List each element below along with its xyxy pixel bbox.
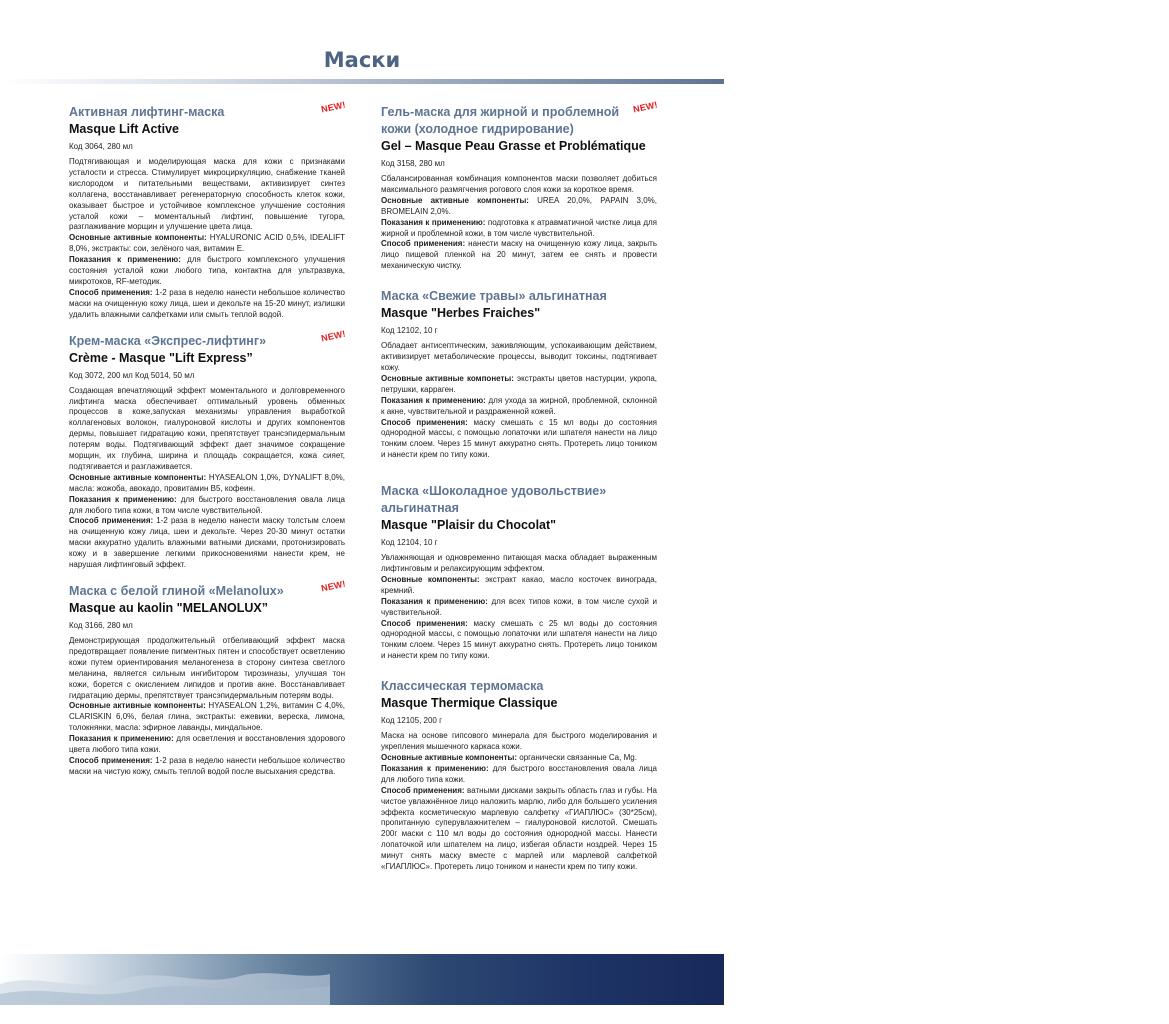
wave-decoration (0, 954, 330, 1005)
product-ingredients: Основные активные компоненты: HYASEALON 1,2%, витамин С 4,0%, CLARISKIN 6,0%, белая глина, экстракты: ежевики, вереска, лимона, толокнянки, масла: эфирное лаванды, миндальное. (69, 701, 346, 733)
product-code: Код 12104, 10 г (381, 538, 438, 548)
product-name-fr: Masque Lift Active (69, 122, 179, 136)
product-description: Создающая впечатляющий эффект моментального и долговременного лифтинга маска обеспечивает оптимальный уровень обменных процессов в коже,запуская механизмы управления выработкой коллагеновых волокон, гиалуроновой кислоты и других компонентов дермы, повышает гидратацию кожи, препятствует трансэпидермальным потерям воды. Подтягивающий эффект дает значимое сокращение морщин, их глубина, ширина и площадь сокращается, кожа сияет, подтягивается и разглаживается. (69, 385, 345, 471)
page-number: 11 (683, 19, 697, 33)
product-code: Код 3166, 280 мл (69, 621, 133, 630)
new-badge: NEW! (320, 99, 347, 115)
product-lift-express (69, 328, 347, 571)
product-name-ru: Крем-маска «Экспрес-лифтинг» (69, 333, 267, 348)
product-name-fr: Masque "Herbes Fraiches" (381, 306, 541, 321)
product-melanolux (69, 578, 347, 778)
product-name-fr: Crème - Masque "Lift Express” (69, 350, 253, 365)
product-ingredients: Основные компоненты: экстракт какао, масло косточек винограда, кремний. (381, 574, 657, 595)
product-description: Обладает антисептическим, заживляющим, успокаивающим действием, активизирует метаболические процессы, выводит токсины, подтягивает кожу. (381, 341, 657, 372)
product-ingredients: Основные активные компонеты: экстракты цветов настурции, укропа, петрушки, карраген. (381, 373, 658, 394)
product-usage: Способ применения: ватными дисками закрыть область глаз и губы. На чистое увлажнённое лицо наложить марлю, либо для большего усиления эффекта косметическую марлевую салфетку «ГИАПЛЮС» (30*25см), пропитанную суперувлажнителем – гиалуроновой кислотой. Смешать 200г маски с 110 мл воды до состояния однородной массы. Нанести лопаточкой или шпателем на лицо, избегая области ноздрей. Через 15 минут снять маску вместе с марлей или марлевой салфеткой «ГИАПЛЮС». Протереть лицо тоником и нанести крем по типу кожи. (381, 785, 657, 872)
product-description: Демонстрирующая продолжительный отбеливающий эффект маска предотвращает появление пигментных пятен и способствует осветлению кожи путем ориентирования меланогенеза в сторону синтеза светлого меланина, является сильным ингибитором тирозиназы, улучшая тон кожи, борется с окислением липидов и против акне. Восстанавливает гидратацию дермы, препятствует трансэпидермальным потерям воды. (69, 636, 345, 700)
product-lift-active (69, 99, 347, 321)
product-name-fr: Masque Thermique Classique (381, 696, 558, 711)
new-badge: NEW! (320, 328, 347, 344)
product-gel-mask (381, 99, 659, 272)
product-ingredients: Основные активные компоненты: органически связанные Ca, Mg. (381, 753, 637, 762)
product-indications: Показания к применению: для быстрого восстановления овала лица для любого типа кожи, в том числе чувствительной. (69, 494, 346, 515)
product-ingredients: Основные активные компоненты: UREA 20,0%, PAPAIN 3,0%, BROMELAIN 2,0%. (381, 195, 657, 216)
product-ingredients: Основные активные компоненты: HYASEALON 1,0%, DYNALIFT 8,0%, масла: жожоба, авокадо, провитамин B5, кофеин. (69, 472, 345, 493)
product-indications: Показания к применению: для быстрого комплексного улучшения состояния усталой кожи любого типа, контактна для ультразвука, микротоков, RF-методик. (69, 255, 346, 286)
product-name-fr: Masque au kaolin "MELANOLUX” (69, 601, 269, 615)
product-name-ru: Активная лифтинг-маска (69, 105, 225, 119)
title-divider (0, 79, 724, 84)
product-plaisir-chocolat (381, 483, 657, 662)
product-usage: Способ применения: маску смешать с 25 мл воды до состояния однородной массы, с помощью лопаточки или шпателя нанести на лицо тонким слоем. Через 15 минут аккуратно снять. Протереть лицо тоником и нанести крем по типу кожи. (381, 618, 657, 661)
new-badge: NEW! (632, 99, 659, 115)
product-description: Подтягивающая и моделирующая маска для кожи с признаками усталости и стресса. Стимулирует микроциркуляцию, снабжение тканей кислородом и питательными веществами, активизирует синтез коллагена, восстанавливает регенераторную способность клеток кожи, оказывает быстрое и устойчивое комплексное улучшение состояния усталой кожи – моментальный лифтинг, повышение тугора, разглаживание морщин и улучшение цвета лица. (69, 157, 345, 232)
product-code: Код 3072, 200 мл Код 5014, 50 мл (69, 370, 195, 380)
new-badge: NEW! (320, 578, 347, 594)
product-name-ru: Маска «Шоколадное удовольствие» альгинатная (381, 484, 607, 516)
right-column (381, 99, 659, 873)
product-name-fr: Gel – Masque Peau Grasse et Problématique (381, 139, 646, 153)
product-code: Код 3158, 280 мл (381, 159, 445, 168)
product-thermique-classique (381, 678, 657, 873)
product-code: Код 12102, 10 г (381, 326, 438, 336)
product-usage: Способ применения: нанести маску на очищенную кожу лица, закрыть лицо пищевой пленкой на 20 минут, затем ее снять и провести механическую чистку. (381, 239, 657, 271)
product-usage: Способ применения: маску смешать с 15 мл воды до состояния однородной массы, с помощью лопаточки или шпателя нанести на лицо тонким слоем. Через 15 минут аккуратно снять. Протереть лицо тоником и нанести крем по типу кожи. (381, 417, 657, 460)
product-usage: Способ применения: 1-2 раза в неделю нанести небольшое количество маски на чистую кожу, смыть теплой водой после высыхания средства. (69, 755, 345, 776)
product-indications: Показания к применению: подготовка к атравматичной чистке лица для жирной и проблемной кожи, в том числе чувствительной. (381, 217, 657, 238)
product-name-fr: Masque "Plaisir du Chocolat" (381, 518, 557, 533)
product-code: Код 12105, 200 г (381, 716, 443, 726)
product-code: Код 3064, 280 мл (69, 142, 133, 151)
product-name-ru: Классическая термомаска (381, 679, 544, 694)
product-indications: Показания к применению: для осветления и восстановления здорового цвета любого типа кожи. (69, 734, 346, 755)
product-usage: Способ применения: 1-2 раза в неделю нанести маску толстым слоем на очищенную кожу лица, шеи и декольте. Через 20-30 минут остатки маски аккуратно удалить влажными ватными дисками, протонизировать кожу и в завершение легкими прикосновениями нанести крем, не нарушая лифтинговый эффект. (69, 516, 345, 570)
product-name-ru: Гель-маска для жирной и проблемной кожи (холодное гидрирование) (381, 105, 620, 136)
product-name-ru: Маска «Свежие травы» альгинатная (381, 289, 607, 304)
product-usage: Способ применения: 1-2 раза в неделю нанести небольшое количество маски на очищенную кожу лица, шеи и декольте на 15-20 минут, излишки удалить влажными салфетками или смыть теплой водой. (69, 287, 345, 319)
product-ingredients: Основные активные компоненты: HYALURONIC ACID 0,5%, IDEALIFT 8,0%, экстракты: сои, зелёного чая, витамин Е. (69, 233, 345, 254)
product-indications: Показания к применению: для ухода за жирной, проблемной, склонной к акне, чувствительной и раздраженной кожей. (381, 395, 657, 416)
product-herbes-fraiches (381, 288, 657, 461)
product-description: Сбалансированная комбинация компонентов маски позволяет добиться максимального размягчения рогового слоя кожи за короткое время. (381, 174, 657, 194)
product-description: Увлажняющая и одновременно питающая маска обладает выраженным лифтинговым и релаксирующим эффектом. (381, 553, 657, 574)
product-indications: Показания к применению: для быстрого восстановления овала лица для любого типа кожи. (381, 763, 658, 784)
product-indications: Показания к применению: для всех типов кожи, в том числе сухой и чувствительной. (381, 596, 658, 617)
product-description: Маска на основе гипсового минерала для быстрого моделирования и укрепления мышечного каркаса кожи. (381, 731, 657, 752)
footer-brand: Wellness-косметика KOSMOTEROS PROFESSIONNEL (335, 19, 661, 33)
page-title: Маски (323, 48, 401, 72)
product-name-ru: Маска с белой глиной «Melanolux» (69, 584, 284, 598)
left-column (69, 99, 347, 778)
